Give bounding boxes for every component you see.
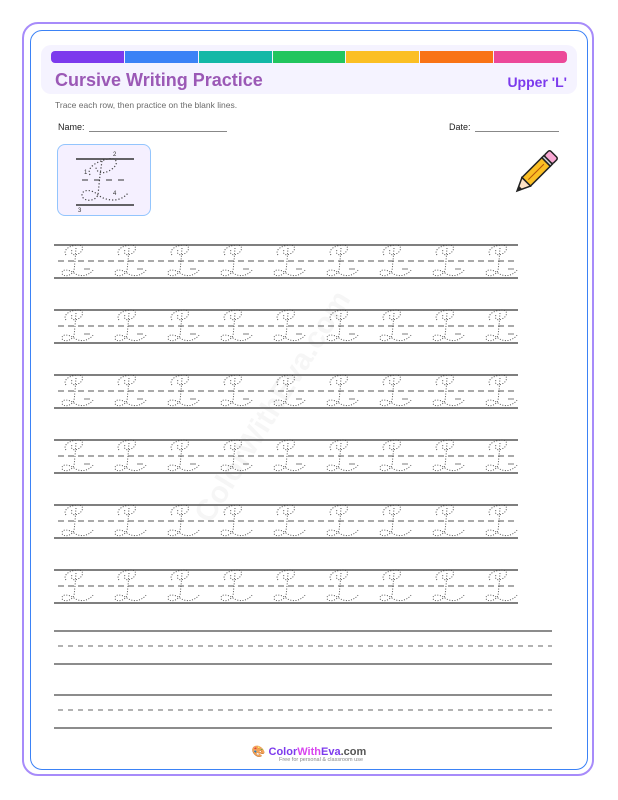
stripe-segment [125,51,199,63]
trace-row [54,568,518,604]
trace-row [54,373,518,409]
date-label: Date: [449,122,471,132]
footer-tagline: Free for personal & classroom use [278,757,364,763]
sample-letter-box [57,144,151,216]
stripe-segment [273,51,347,63]
svg-text:4: 4 [113,191,117,197]
svg-text:3: 3 [78,208,82,214]
trace-row [54,308,518,344]
svg-text:1: 1 [84,170,88,176]
blank-practice-row[interactable] [54,629,552,665]
page-title: Cursive Writing Practice [55,70,263,90]
trace-row [54,438,518,474]
name-blank[interactable] [89,122,227,132]
rainbow-stripe [51,51,567,63]
sample-letter-l-icon [58,145,152,217]
name-field[interactable] [58,122,227,132]
trace-row [54,243,518,279]
date-blank[interactable] [475,122,559,132]
letter-tag: Upper 'L' [507,74,567,90]
footer [0,745,618,763]
blank-practice-row[interactable] [54,693,552,729]
name-label: Name: [58,122,85,132]
trace-row [54,503,518,539]
instructions-text: Trace each row, then practice on the blank lines. [55,100,238,110]
stripe-segment [199,51,273,63]
stripe-segment [420,51,494,63]
date-field[interactable] [449,122,559,132]
stripe-segment [51,51,125,63]
palette-icon: 🎨 [251,746,266,758]
svg-text:2: 2 [113,152,117,158]
footer-brand[interactable]: 🎨 ColorWithEva.com [251,746,367,758]
stripe-segment [494,51,567,63]
pencil-icon [508,148,560,200]
stripe-segment [346,51,420,63]
